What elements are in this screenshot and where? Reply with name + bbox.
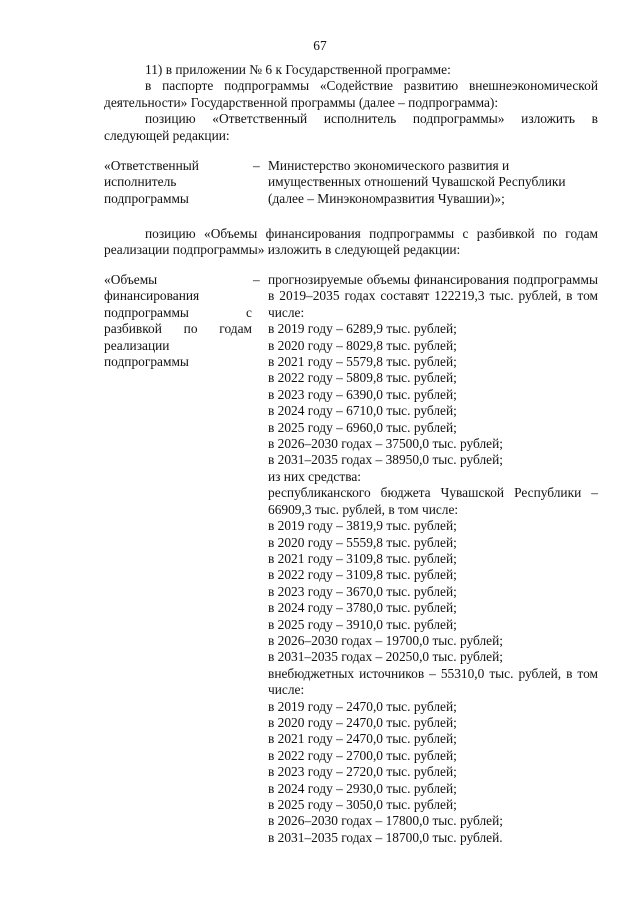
extrabudget-year-line: в 2026–2030 годах – 17800,0 тыс. рублей; bbox=[268, 813, 503, 829]
republic-year-line: в 2021 году – 3109,8 тыс. рублей; bbox=[268, 550, 457, 566]
total-year-line: в 2024 году – 6710,0 тыс. рублей; bbox=[268, 403, 457, 419]
position-financing-block bbox=[104, 226, 598, 259]
responsible-value: Министерство экономического развития и имущественных отношений Чувашской Республики (далее – Минэкономразвития Чувашии)»; bbox=[268, 158, 566, 206]
financing-extrabudget-years bbox=[268, 699, 598, 847]
extrabudget-year-line: в 2019 году – 2470,0 тыс. рублей; bbox=[268, 698, 457, 714]
republic-year-line: в 2024 году – 3780,0 тыс. рублей; bbox=[268, 600, 457, 616]
financing-total-years bbox=[268, 321, 598, 469]
total-year-line: в 2023 году – 6390,0 тыс. рублей; bbox=[268, 386, 457, 402]
extrabudget-year-line: в 2031–2035 годах – 18700,0 тыс. рублей. bbox=[268, 829, 503, 845]
total-year-line: в 2025 году – 6960,0 тыс. рублей; bbox=[268, 419, 457, 435]
republic-year-line: в 2022 году – 3109,8 тыс. рублей; bbox=[268, 567, 457, 583]
extrabudget-year-line: в 2020 году – 2470,0 тыс. рублей; bbox=[268, 714, 457, 730]
extrabudget-year-line: в 2025 году – 3050,0 тыс. рублей; bbox=[268, 797, 457, 812]
intro-block bbox=[104, 62, 598, 144]
responsible-label: «Ответственный исполнитель подпрограммы bbox=[104, 158, 199, 206]
republic-year-line: в 2023 году – 3670,0 тыс. рублей; bbox=[268, 583, 457, 599]
financing-republic-years bbox=[268, 518, 598, 666]
republic-year-line: в 2020 году – 5559,8 тыс. рублей; bbox=[268, 534, 457, 550]
total-year-line: в 2020 году – 8029,8 тыс. рублей; bbox=[268, 337, 457, 353]
financing-republic-text: республиканского бюджета Чувашской Республики – 66909,3 тыс. рублей, в том числе: bbox=[268, 485, 598, 517]
total-year-line: в 2022 году – 5809,8 тыс. рублей; bbox=[268, 370, 457, 386]
republic-year-line: в 2026–2030 годах – 19700,0 тыс. рублей; bbox=[268, 632, 503, 648]
total-year-line: в 2026–2030 годах – 37500,0 тыс. рублей; bbox=[268, 436, 503, 452]
republic-year-line: в 2019 году – 3819,9 тыс. рублей; bbox=[268, 518, 457, 534]
financing-dash: – bbox=[253, 272, 260, 287]
extrabudget-year-line: в 2023 году – 2720,0 тыс. рублей; bbox=[268, 764, 457, 780]
financing-of-them: из них средства: bbox=[268, 468, 362, 484]
intro-item: 11) в приложении № 6 к Государственной программе: bbox=[145, 62, 451, 77]
total-year-line: в 2031–2035 годах – 38950,0 тыс. рублей; bbox=[268, 452, 503, 468]
financing-total-text: прогнозируемые объемы финансирования подпрограммы в 2019–2035 годах составят 122219,3 тыс. рублей, в том числе: bbox=[268, 272, 598, 320]
extrabudget-year-line: в 2022 году – 2700,0 тыс. рублей; bbox=[268, 747, 457, 763]
intro-passport: в паспорте подпрограммы «Содействие развитию внешнеэкономической деятельности» Государственной программы (далее – подпрограмма): bbox=[104, 78, 598, 110]
total-year-line: в 2019 году – 6289,9 тыс. рублей; bbox=[268, 321, 457, 337]
intro-position-responsible: позицию «Ответственный исполнитель подпрограммы» изложить в следующей редакции: bbox=[104, 111, 598, 143]
republic-year-line: в 2025 году – 3910,0 тыс. рублей; bbox=[268, 616, 457, 632]
page-number: 67 bbox=[313, 38, 327, 53]
position-financing: позицию «Объемы финансирования подпрограммы с разбивкой по годам реализации подпрограммы» изложить в следующей редакции: bbox=[104, 226, 598, 258]
financing-extrabudget-text: внебюджетных источников – 55310,0 тыс. рублей, в том числе: bbox=[268, 665, 598, 698]
financing-label: «Объемы финансирования подпрограммы с разбивкой по годам реализации подпрограммы bbox=[104, 272, 252, 370]
extrabudget-year-line: в 2021 году – 2470,0 тыс. рублей; bbox=[268, 731, 457, 747]
republic-year-line: в 2031–2035 годах – 20250,0 тыс. рублей; bbox=[268, 649, 503, 665]
responsible-dash: – bbox=[253, 158, 260, 173]
extrabudget-year-line: в 2024 году – 2930,0 тыс. рублей; bbox=[268, 780, 457, 796]
total-year-line: в 2021 году – 5579,8 тыс. рублей; bbox=[268, 354, 457, 370]
financing-values bbox=[268, 272, 598, 846]
